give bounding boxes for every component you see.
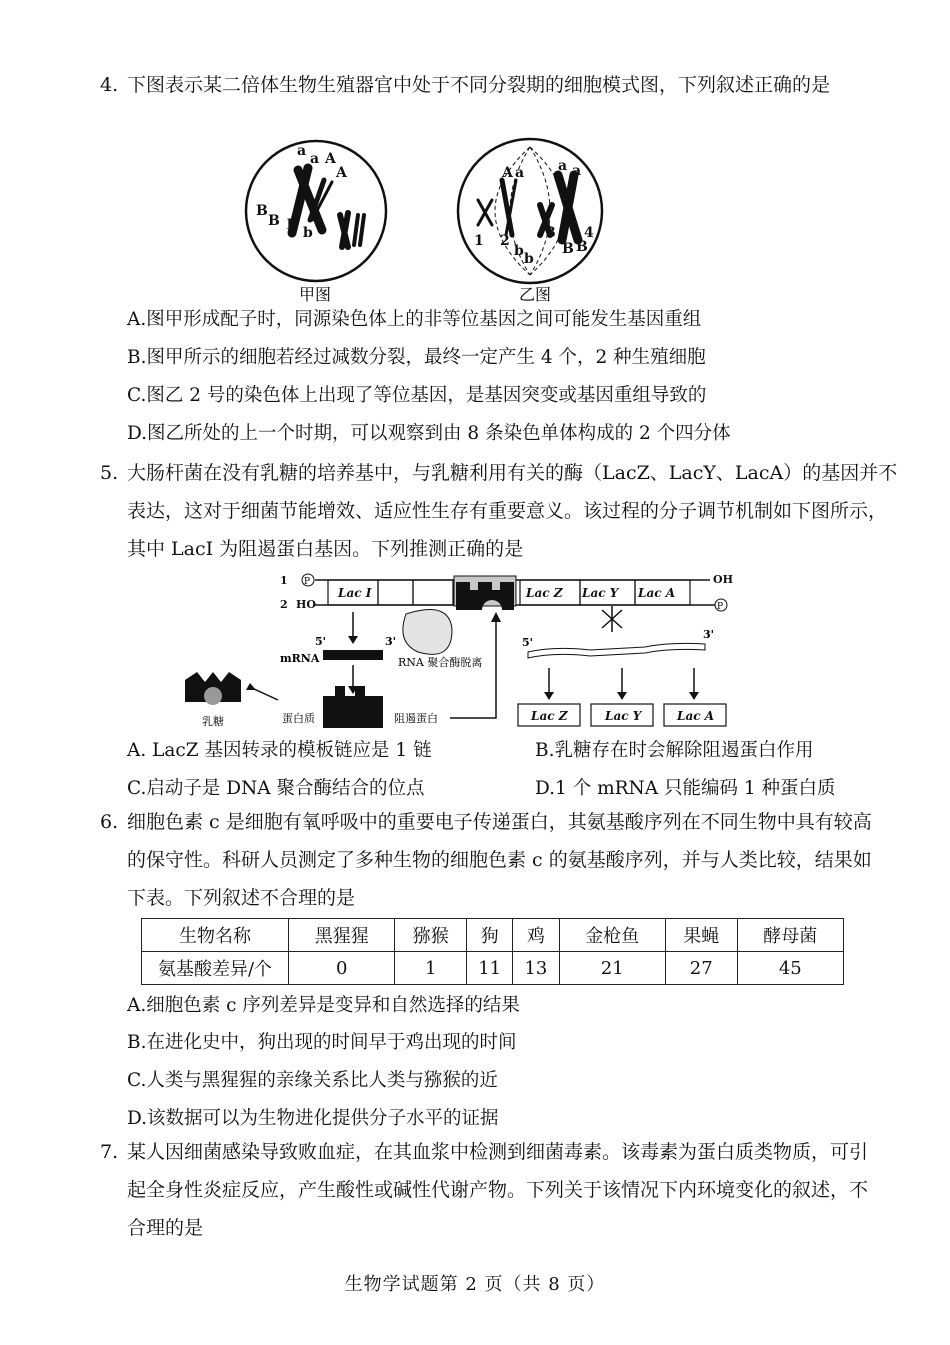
option-a[interactable]: A.图甲形成配子时，同源染色体上的非等位基因之间可能发生基因重组	[127, 309, 702, 330]
table-cell: 猕猴	[395, 919, 467, 952]
table-cell: 13	[513, 952, 559, 985]
question-stem-line: 大肠杆菌在没有乳糖的培养基中，与乳糖利用有关的酶（LacZ、LacY、LacA）的基因并不	[127, 462, 898, 484]
gene-label: A	[325, 151, 336, 167]
table-cell: 0	[289, 952, 395, 985]
strand-number: 2	[280, 598, 288, 611]
cell-division-figure	[240, 135, 620, 305]
gene-label: B	[562, 241, 574, 257]
table-cell: 酵母菌	[737, 919, 843, 952]
product-label: Lac A	[677, 709, 715, 723]
product-label: Lac Y	[605, 709, 642, 723]
gene-label: b	[287, 217, 297, 233]
gene-label: A	[502, 165, 513, 181]
oh-label: OH	[713, 573, 733, 586]
three-prime-label: 3'	[385, 635, 397, 648]
phosphate-label: P	[717, 602, 724, 612]
lactose-molecule	[204, 687, 222, 705]
table-row	[142, 919, 844, 952]
question-stem-line: 下表。下列叙述不合理的是	[127, 887, 356, 909]
question-stem-line: 某人因细菌感染导致败血症，在其血浆中检测到细菌毒素。该毒素为蛋白质类物质，可引	[127, 1141, 869, 1163]
mrna-label: mRNA	[280, 652, 320, 665]
gene-label: Lac I	[338, 586, 372, 600]
three-prime-label: 3'	[703, 628, 715, 641]
ho-label: HO	[296, 598, 316, 611]
product-label: Lac Z	[531, 709, 568, 723]
figure-caption: 乙图	[519, 285, 552, 304]
repressor-label: 阻遏蛋白	[394, 712, 438, 725]
question-stem-line: 的保守性。科研人员测定了多种生物的细胞色素 c 的氨基酸序列，并与人类比较，结果如	[127, 849, 872, 871]
option-c[interactable]: C.启动子是 DNA 聚合酶结合的位点	[127, 778, 425, 799]
rnap-label: RNA 聚合酶脱离	[398, 656, 483, 669]
table-row	[142, 952, 844, 985]
gene-label: B	[576, 239, 588, 255]
question-number: 4.	[100, 74, 119, 96]
protein-label: 蛋白质	[282, 712, 315, 725]
gene-label: b	[303, 225, 313, 241]
table-header-cell: 氨基酸差异/个	[142, 952, 289, 985]
question-stem-line: 细胞色素 c 是细胞有氧呼吸中的重要电子传递蛋白，其氨基酸序列在不同生物中具有较高	[127, 811, 872, 833]
option-c[interactable]: C.图乙 2 号的染色体上出现了等位基因，是基因突变或基因重组导致的	[127, 385, 707, 406]
chromosome-number: 2	[500, 233, 510, 249]
five-prime-label: 5'	[522, 636, 534, 649]
option-d[interactable]: D.1 个 mRNA 只能编码 1 种蛋白质	[535, 778, 836, 799]
gene-label: Lac Y	[582, 586, 619, 600]
question-number: 6.	[100, 811, 119, 833]
gene-label: b	[524, 251, 534, 267]
polycistronic-mrna	[528, 643, 705, 658]
option-b[interactable]: B.乳糖存在时会解除阻遏蛋白作用	[535, 740, 814, 761]
gene-label: a	[515, 165, 525, 181]
gene-label: a	[310, 151, 320, 167]
chromosome-number: 4	[584, 225, 594, 241]
option-a[interactable]: A.细胞色素 c 序列差异是变异和自然选择的结果	[127, 995, 520, 1016]
table-cell: 27	[665, 952, 737, 985]
option-a[interactable]: A. LacZ 基因转录的模板链应是 1 链	[127, 740, 432, 761]
table-cell: 45	[737, 952, 843, 985]
question-stem: 下图表示某二倍体生物生殖器官中处于不同分裂期的细胞模式图，下列叙述正确的是	[127, 74, 831, 96]
question-number: 7.	[100, 1141, 119, 1163]
question-stem-line: 表达，这对于细菌节能增效、适应性生存有重要意义。该过程的分子调节机制如下图所示，	[127, 500, 888, 522]
question-number: 5.	[100, 462, 119, 484]
chromosomes-yi	[478, 175, 578, 240]
table-cell: 金枪鱼	[559, 919, 665, 952]
question-stem-line: 其中 LacI 为阻遏蛋白基因。下列推测正确的是	[127, 538, 524, 560]
table-cell: 黑猩猩	[289, 919, 395, 952]
option-c[interactable]: C.人类与黑猩猩的亲缘关系比人类与猕猴的近	[127, 1070, 498, 1091]
cytochrome-c-table	[141, 918, 844, 985]
table-cell: 21	[559, 952, 665, 985]
question-stem-line: 起全身性炎症反应，产生酸性或碱性代谢产物。下列关于该情况下内环境变化的叙述，不	[127, 1179, 869, 1201]
no-transcription-mark	[602, 606, 622, 632]
question-stem-line: 合理的是	[127, 1217, 204, 1239]
table-header-cell: 生物名称	[142, 919, 289, 952]
gene-label: Lac Z	[526, 586, 563, 600]
five-prime-label: 5'	[315, 635, 327, 648]
table-cell: 1	[395, 952, 467, 985]
option-d[interactable]: D.图乙所处的上一个时期，可以观察到由 8 条染色单体构成的 2 个四分体	[127, 423, 731, 444]
page-footer: 生物学试题第 2 页（共 8 页）	[344, 1274, 606, 1295]
chromosome-number: 3	[546, 225, 556, 241]
figure-caption: 甲图	[299, 285, 332, 304]
gene-label: a	[572, 163, 582, 179]
mrna-strand	[323, 650, 383, 660]
option-b[interactable]: B.图甲所示的细胞若经过减数分裂，最终一定产生 4 个，2 种生殖细胞	[127, 347, 706, 368]
lactose-label: 乳糖	[202, 715, 224, 728]
chromosome-number: 1	[474, 233, 484, 249]
strand-number: 1	[280, 574, 288, 587]
phosphate-label: P	[304, 577, 311, 587]
gene-label: a	[558, 158, 568, 174]
lac-operon-diagram	[170, 570, 770, 732]
gene-label: A	[336, 165, 347, 181]
gene-label: B	[268, 213, 280, 229]
option-b[interactable]: B.在进化史中，狗出现的时间早于鸡出现的时间	[127, 1032, 517, 1053]
gene-label: B	[256, 203, 268, 219]
option-d[interactable]: D.该数据可以为生物进化提供分子水平的证据	[127, 1108, 499, 1129]
gene-label: Lac A	[638, 586, 676, 600]
table-cell: 果蝇	[665, 919, 737, 952]
table-cell: 11	[467, 952, 513, 985]
rna-polymerase	[403, 610, 452, 655]
table-cell: 狗	[467, 919, 513, 952]
gene-label: b	[514, 243, 524, 259]
gene-label: a	[297, 143, 307, 159]
table-cell: 鸡	[513, 919, 559, 952]
